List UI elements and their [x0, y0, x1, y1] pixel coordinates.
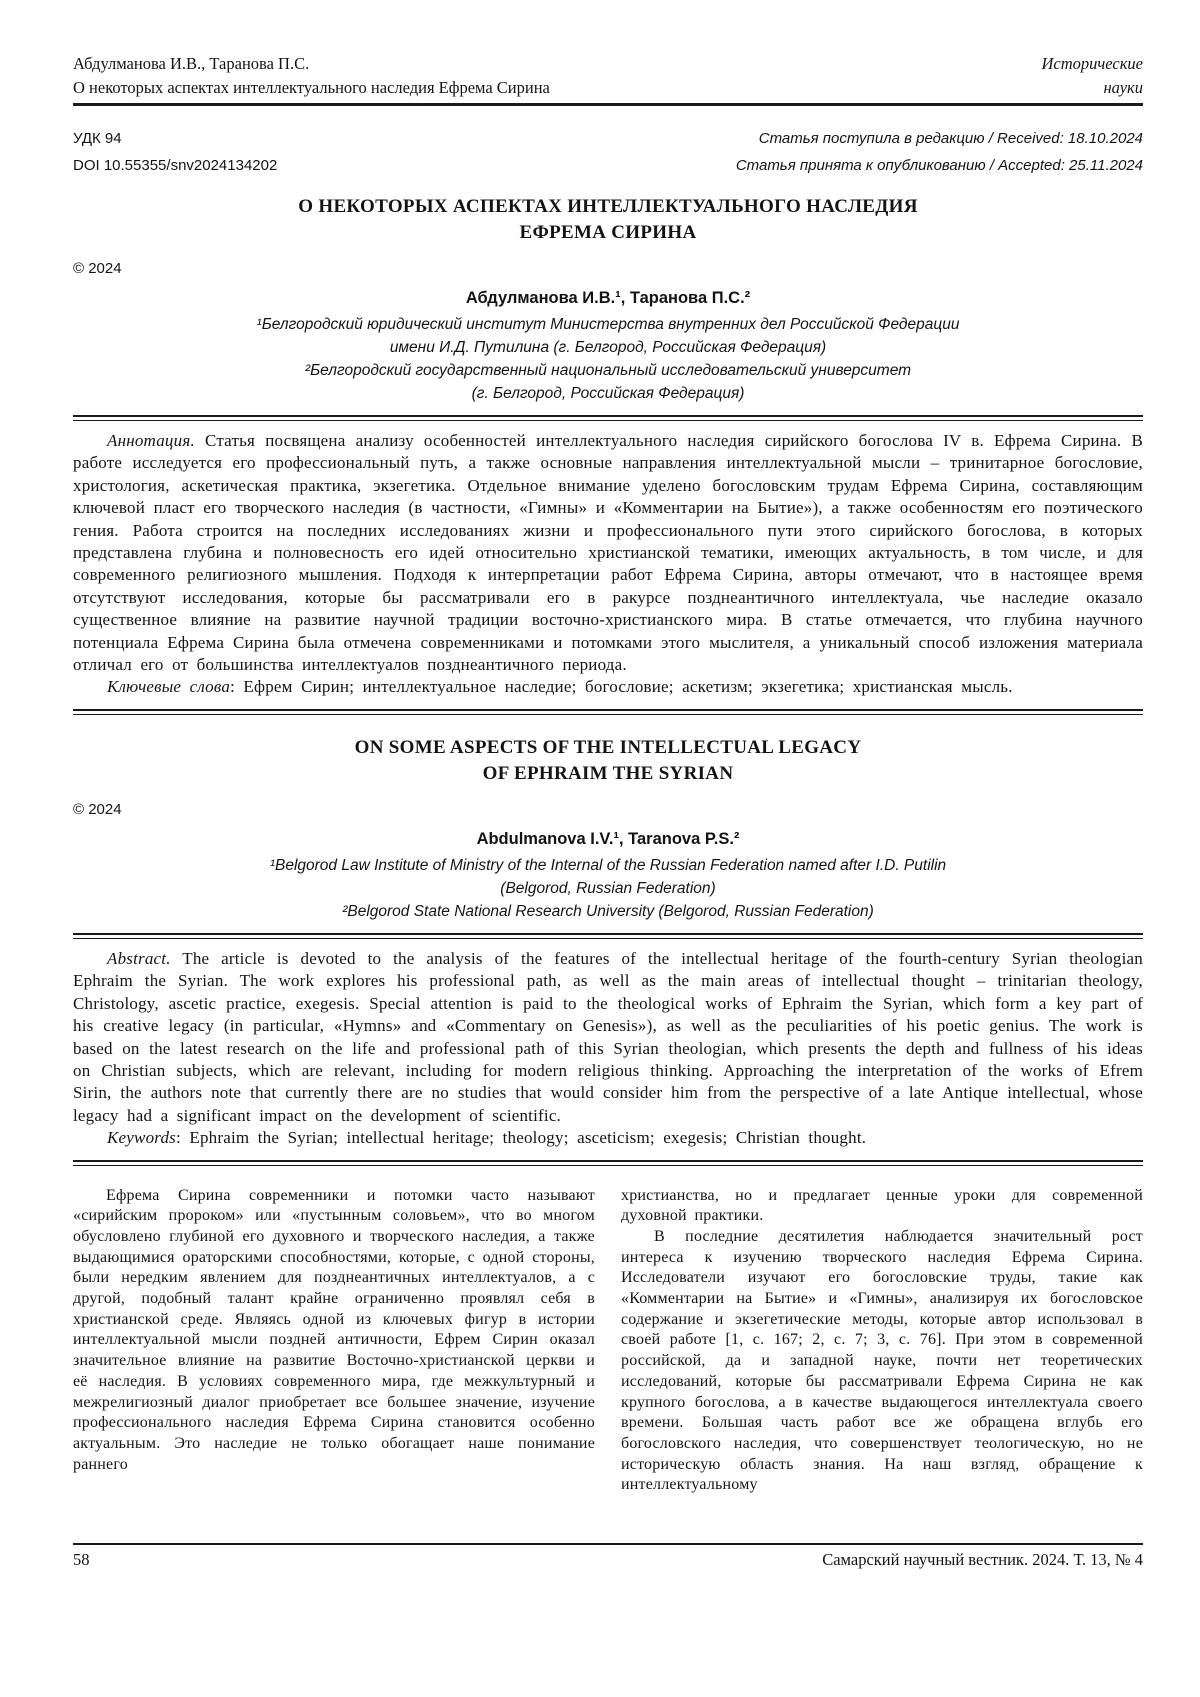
- divider-before-abstract-en: [73, 933, 1143, 939]
- affiliation-ru-line2: имени И.Д. Путилина (г. Белгород, Российская Федерация): [389, 339, 827, 356]
- affiliation-ru-line1: ¹Белгородский юридический институт Министерства внутренних дел Российской Федерации: [256, 316, 960, 333]
- section-name-line1: Исторические: [1041, 54, 1143, 73]
- doi-code: DOI 10.55355/snv2024134202: [73, 157, 278, 174]
- article-title-ru-line1: О НЕКОТОРЫХ АСПЕКТАХ ИНТЕЛЛЕКТУАЛЬНОГО НАСЛЕДИЯ: [298, 196, 918, 217]
- body-paragraph: Ефрема Сирина современники и потомки часто называют «сирийским пророком» или «пустынным соловьем», что во многом обусловлено глубиной его духовного и творческого наследия, а также выдающимися ораторскими способностями, которые, с одной стороны, были нередким явлением для позднеантичных интеллектуалов, а с другой, подобный талант крайне ограниченно проявлял себя в христианской среде. Являясь одной из ключевых фигур в истории интеллектуальной мысли поздней античности, Ефрем Сирин оказал значительное влияние на развитие Восточно-христианской церкви и её наследия. В условиях современного мира, где межкультурный и межрелигиозный диалог приобретает все большее значение, изучение профессионального наследия Ефрема Сирина становится особенно актуальным. Это наследие не только обогащает наше понимание раннего: [73, 1186, 595, 1473]
- affiliation-en-line2: (Belgorod, Russian Federation): [500, 879, 716, 897]
- abstract-ru: [73, 430, 1143, 676]
- body-right-column: [621, 1186, 1143, 1497]
- authors-en: Abdulmanova I.V.¹, Taranova P.S.²: [476, 829, 740, 848]
- abstract-ru-label: Аннотация.: [107, 431, 195, 450]
- keywords-ru-label: Ключевые слова: [107, 677, 231, 697]
- affiliation-en-line1: ¹Belgorod Law Institute of Ministry of the Internal of the Russian Federation named after I.D. Putilin: [269, 856, 947, 874]
- abstract-en-text: The article is devoted to the analysis of the features of the intellectual heritage of the fourth-century Syrian theologian Ephraim the Syrian. The work explores his professional path, as well as the main areas of intellectual thought – trinitarian theology, Christology, ascetic practice, exegesis. Special attention is paid to the theological works of Ephraim the Syrian, which form a key part of his creative legacy (in particular, «Hymns» and «Commentary on Genesis»), as well as the peculiarities of his poetic genius. The work is based on the latest research on the life and professional path of this Syrian theologian, which presents the depth and fullness of his ideas on Christian subjects, which are relevant, including for modern religious thinking. Approaching the interpretation of the works of Efrem Sirin, the authors note that currently there are no studies that would consider him from the perspective of a late Antique intellectual, whose legacy had a significant impact on the development of scientific.: [73, 948, 1143, 1125]
- running-head: [73, 52, 1143, 100]
- meta-row-udk-received: [73, 130, 1143, 147]
- divider-after-keywords-en: [73, 1160, 1143, 1166]
- article-title-ru-line2: ЕФРЕМА СИРИНА: [519, 222, 697, 243]
- page-footer: [73, 1543, 1143, 1570]
- accepted-date: Статья принята к опубликованию / Accepted: 25.11.2024: [735, 157, 1143, 174]
- keywords-en-text: : Ephraim the Syrian; intellectual heritage; theology; asceticism; exegesis; Christian thought.: [175, 1128, 867, 1148]
- running-head-section: [1042, 52, 1144, 100]
- page-number: 58: [73, 1550, 90, 1569]
- running-head-article-title: О некоторых аспектах интеллектуального наследия Ефрема Сирина: [73, 78, 550, 97]
- keywords-ru: [73, 676, 1143, 698]
- keywords-ru-text: : Ефрем Сирин; интеллектуальное наследие; богословие; аскетизм; экзегетика; христианская мысль.: [230, 677, 1013, 697]
- affiliations-en: [73, 854, 1143, 923]
- article-title-en-line1: ON SOME ASPECTS OF THE INTELLECTUAL LEGACY: [354, 736, 862, 758]
- divider-before-abstract-ru: [73, 415, 1143, 421]
- copyright-en: © 2024: [73, 800, 122, 818]
- affiliation-ru-line4: (г. Белгород, Российская Федерация): [471, 385, 745, 402]
- body-paragraph: В последние десятилетия наблюдается значительный рост интереса к изучению творческого наследия Ефрема Сирина. Исследователи изучают его богословские труды, такие как «Комментарии на Бытие» и «Гимны», анализируя их богословское содержание и экзегетические методы, которые автор использовал в своей работе [1, с. 167; 2, с. 7; 3, с. 76]. При этом в современной российской, да и западной науке, почти нет теоретических исследований, которые бы рассматривали Ефрема Сирина не как крупного богослова, а в качестве выдающегося интеллектуала своего времени. Большая часть работ все же обращена вглубь его богословского наследия, что совершенствует теологическую, но не историческую область знания. На наш взгляд, обращение к интеллектуальному: [621, 1227, 1143, 1494]
- meta-row-doi-accepted: [73, 157, 1143, 174]
- keywords-en-label: Keywords: [107, 1128, 176, 1148]
- abstract-ru-text: Статья посвящена анализу особенностей интеллектуального наследия сирийского богослова IV в. Ефрема Сирина. В работе исследуется его профессиональный путь, а также основные направления интеллектуальной мысли – тринитарное богословие, христология, аскетическая практика, экзегетика. Отдельное внимание уделено богословским трудам Ефрема Сирина, составляющим ключевой пласт его творческого наследия (в частности, «Гимны» и «Комментарии на Бытие»), а также особенностям его поэтического гения. Работа строится на последних исследованиях жизни и профессионального пути этого сирийского богослова, в которых представлена глубина и полновесность его идей относительно христианской тематики, имеющих актуальность, в том числе, и для современного религиозного мышления. Подходя к интерпретации работ Ефрема Сирина, авторы отмечают, что в настоящее время отсутствуют исследования, которые бы рассматривали его в ракурсе позднеантичного интеллектуала, чье наследие оказало существенное влияние на развитие научной традиции восточно-христианского мира. В статье отмечается, что глубина научного потенциала Ефрема Сирина была отмечена современниками и потомками этого мыслителя, а уникальный способ изложения материала отличал его от большинства интеллектуалов позднеантичного периода.: [73, 431, 1143, 675]
- journal-reference: Самарский научный вестник. 2024. Т. 13, № 4: [822, 1550, 1143, 1569]
- affiliations-ru: [73, 313, 1143, 405]
- header-rule: [73, 103, 1143, 106]
- running-head-left: [73, 52, 550, 100]
- article-title-en-line2: OF EPHRAIM THE SYRIAN: [482, 762, 734, 784]
- abstract-en-label: Abstract.: [107, 948, 171, 968]
- keywords-en: [73, 1127, 1143, 1149]
- article-title-en: [73, 735, 1143, 787]
- article-title-ru: [73, 194, 1143, 246]
- body-left-column: [73, 1186, 595, 1497]
- divider-after-keywords-ru: [73, 709, 1143, 715]
- affiliation-en-line3: ²Belgorod State National Research University (Belgorod, Russian Federation): [342, 902, 874, 920]
- section-name-line2: науки: [1103, 78, 1143, 97]
- body-paragraph: христианства, но и предлагает ценные уроки для современной духовной практики.: [621, 1186, 1143, 1225]
- udc-code: УДК 94: [73, 130, 122, 147]
- copyright-ru: © 2024: [73, 260, 122, 277]
- affiliation-ru-line3: ²Белгородский государственный национальный исследовательский университет: [304, 362, 912, 379]
- abstract-en: [73, 948, 1143, 1127]
- running-head-authors: Абдулманова И.В., Таранова П.С.: [73, 54, 310, 73]
- body-columns: [73, 1186, 1143, 1497]
- received-date: Статья поступила в редакцию / Received: 18.10.2024: [758, 130, 1143, 147]
- authors-ru: Абдулманова И.В.¹, Таранова П.С.²: [465, 289, 751, 307]
